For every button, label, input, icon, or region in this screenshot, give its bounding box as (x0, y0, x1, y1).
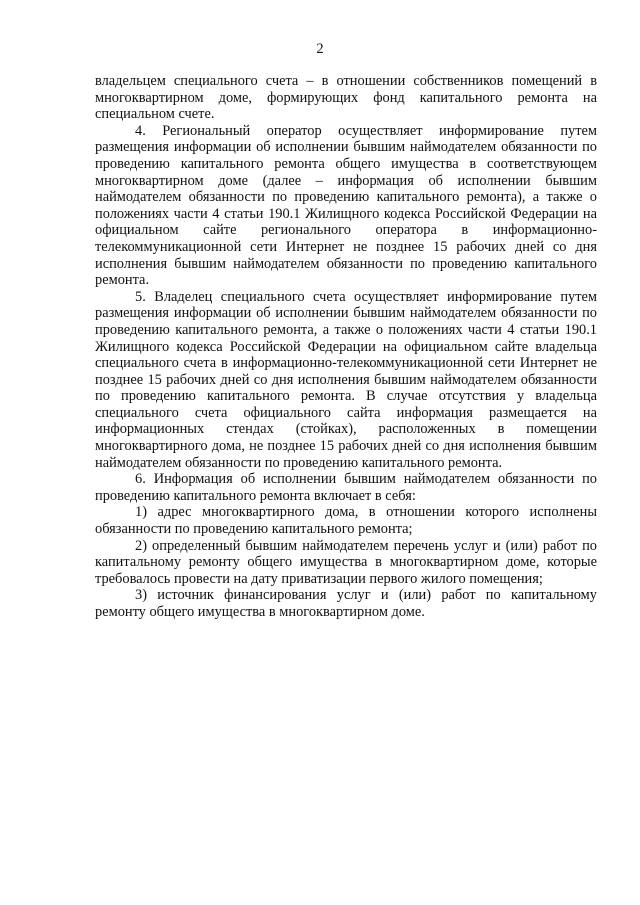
subitem-1: 1) адрес многоквартирного дома, в отношении которого исполнены обязанности по проведению капитального ремонта; (95, 504, 597, 538)
subitem-2: 2) определенный бывшим наймодателем перечень услуг и (или) работ по капитальному ремонту общего имущества в многоквартирном доме, которые требовалось провести на дату приватизации первого жилого помещения; (95, 537, 597, 587)
paragraph-item-4: 4. Региональный оператор осуществляет информирование путем размещения информации об исполнении бывшим наймодателем обязанности по проведению капитального ремонта общего имущества в соответствующем многоквартирном доме (далее – информация об исполнении бывшим наймодателем обязанности по проведению капитального ремонта), а также о положениях части 4 статьи 190.1 Жилищного кодекса Российской Федерации на официальном сайте регионального оператора в информационно-телекоммуникационной сети Интернет не позднее 15 рабочих дней со дня исполнения бывшим наймодателем обязанности по проведению капитального ремонта. (95, 122, 597, 289)
document-body (95, 73, 597, 621)
paragraph-item-6: 6. Информация об исполнении бывшим наймодателем обязанности по проведению капитального ремонта включает в себя: (95, 471, 597, 504)
subitem-3: 3) источник финансирования услуг и (или) работ по капитальному ремонту общего имущества в многоквартирном доме. (95, 587, 597, 620)
page-number: 2 (316, 41, 324, 57)
paragraph-continuation: владельцем специального счета – в отношении собственников помещений в многоквартирном доме, формирующих фонд капитального ремонта на специальном счете. (95, 73, 597, 123)
paragraph-item-5: 5. Владелец специального счета осуществляет информирование путем размещения информации об исполнении бывшим наймодателем обязанности по проведению капитального ремонта, а также о положениях части 4 статьи 190.1 Жилищного кодекса Российской Федерации на официальном сайте владельца специального счета в информационно-телекоммуникационной сети Интернет не позднее 15 рабочих дней со дня исполнения бывшим наймодателем обязанности по проведению капитального ремонта. В случае отсутствия у владельца специального счета официального сайта информация размещается на информационных стендах (стойках), расположенных в помещении многоквартирного дома, не позднее 15 рабочих дней со дня исполнения бывшим наймодателем обязанности по проведению капитального ремонта. (95, 288, 597, 471)
